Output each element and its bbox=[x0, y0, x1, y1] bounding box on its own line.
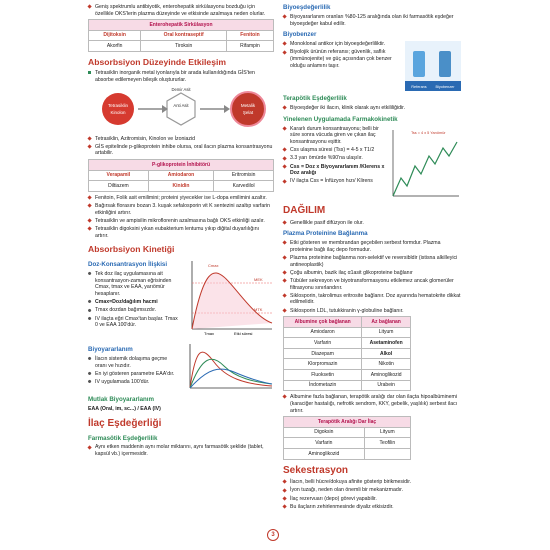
table-cell: Aminoglikozid bbox=[284, 448, 365, 459]
pgp-table bbox=[88, 159, 274, 192]
table-cell: Tiroksin bbox=[141, 41, 227, 52]
right-column bbox=[283, 4, 463, 512]
table-header: Az bağlanan bbox=[362, 317, 411, 328]
left-column bbox=[88, 4, 274, 459]
biosimilar-image bbox=[405, 41, 461, 91]
subheading: Yinelenen Uygulamada Farmakokinetik bbox=[283, 115, 398, 123]
steady-state-graph bbox=[389, 126, 461, 200]
table-title: Terapötik Aralığı Dar İlaç bbox=[284, 417, 411, 428]
list-item: Tübüler sekresyon ve biyotransformasyonu etkilemez ancak glomerüler filtrasyonu sınırlandırır. bbox=[283, 278, 463, 291]
subheading: Biyoeşdeğerlilik bbox=[283, 4, 331, 11]
table-cell: Oral kontraseptif bbox=[141, 30, 227, 41]
list-item: Biyoyararlanım oranları %80-125 aralığında olan iki farmasötik eşdeğer biyoeşdeğer kabul edilir. bbox=[283, 14, 463, 27]
table-cell: Aminoglikozid bbox=[362, 370, 411, 381]
diagram-label: Tetrasiklin bbox=[107, 102, 129, 108]
narrow-range-table bbox=[283, 416, 411, 459]
list bbox=[283, 394, 463, 414]
table-cell bbox=[364, 448, 410, 459]
graph-label: Etki süresi bbox=[234, 331, 253, 337]
list-item: Bu ilaçların zehirlenmesinde diyaliz etkisizdir. bbox=[283, 504, 463, 511]
list bbox=[283, 105, 463, 112]
table-cell: Rifampin bbox=[226, 41, 273, 52]
table-cell: Digoksin bbox=[284, 427, 365, 438]
diagram-label: Kinolon bbox=[110, 109, 126, 115]
page-number: 3 bbox=[267, 529, 279, 541]
table-cell: Fenitoin bbox=[226, 30, 273, 41]
table-cell: Diltiazem bbox=[89, 181, 149, 192]
list-item: Tmax dozdan bağımsızdır. bbox=[88, 307, 180, 314]
graph-label: Cmax bbox=[208, 263, 219, 269]
list-item: En iyi gösteren parametre EAA'dır. bbox=[88, 371, 180, 378]
list-item: GİS epitelinde p-glikoprotein inhibe olursa, oral ilacın plazma konsantrasyonu artabilir. bbox=[88, 144, 274, 157]
table-cell: Varfarin bbox=[284, 338, 362, 349]
list-item: Aynı etken maddenin aynı molar miktarını, aynı farmasötik şeklide (tablet, kapsül vb.) içermesidir. bbox=[88, 444, 274, 457]
chelate-circle bbox=[231, 92, 265, 126]
table-cell: Kinidin bbox=[148, 181, 214, 192]
list bbox=[283, 14, 463, 27]
table-cell: Urabein bbox=[362, 380, 411, 391]
subheading: Farmasötik Eşdeğerlilik bbox=[88, 434, 158, 442]
subheading: Biyobenzer bbox=[283, 31, 317, 39]
list-item: Plazma proteinine bağlanma non-selektif ve reversibldir (istisna alkilleyici antineoplastik) bbox=[283, 255, 463, 268]
enterohepatic-table bbox=[88, 19, 274, 52]
list-item: İlacın, belli hücre/dokuya afinite gösterip birikmesidir. bbox=[283, 479, 463, 486]
hexagon-shape bbox=[167, 93, 195, 125]
list-item: Siklosporin LDL, tutukkiranin γ-globuline bağlanır. bbox=[283, 308, 463, 315]
section-heading: Sekestrasyon bbox=[283, 464, 349, 476]
table-cell: Dijitoksin bbox=[89, 30, 141, 41]
intro-list bbox=[88, 4, 274, 17]
list-item: Cmax=Doz/dağılım hacmi bbox=[88, 299, 180, 306]
list-item: IV ilaçta Css = İnfüzyon hızı/ Klirens bbox=[283, 178, 387, 185]
vial-icon bbox=[439, 51, 451, 77]
vial-icon bbox=[413, 51, 425, 77]
table-cell: Lityum bbox=[362, 327, 411, 338]
table-cell: Nikotin bbox=[362, 359, 411, 370]
list-item: Css ulaşma süresi (Tss) = 4-5 x T1/2 bbox=[283, 147, 387, 154]
list-item: Css = Doz x Biyoyararlanım /Klerens x Doz aralığı bbox=[283, 164, 387, 177]
list bbox=[283, 126, 387, 200]
section-heading: DAĞILIM bbox=[283, 204, 326, 216]
section-heading: İlaç Eşdeğerliği bbox=[88, 417, 162, 429]
table-cell: Verapamil bbox=[89, 170, 149, 181]
table-cell: Varfarin bbox=[284, 438, 365, 449]
list-item: Tetrasiklin inorganik metal iyonlarıyla bir arada kullanıldığında GİS'ten absorbe edilemeyen bileşik oluştururlar. bbox=[88, 70, 274, 83]
list-item: Tetrasiklin ve ampisilin mikroflorenin azalmasına bağlı OKS etkinliği azalır. bbox=[88, 218, 274, 225]
list-item: Tek doz ilaç uygulamasına ait konsantrasyon-zaman eğrisinden Cmax, tmax ve EAA, yarıömür hesaplanır. bbox=[88, 271, 180, 298]
subheading: Terapötik Eşdeğerlilik bbox=[283, 95, 347, 103]
diagram-label: Metalik bbox=[240, 102, 256, 108]
table-title: P-glikoprotein İnhibitörü bbox=[89, 159, 274, 170]
list-item: Genellikle pasif difüzyon ile olur. bbox=[283, 220, 463, 227]
table-cell: Amiodaron bbox=[284, 327, 362, 338]
chelation-diagram bbox=[88, 85, 274, 133]
list-item: İlaç rezervuarı (depo) görevi yapabilir. bbox=[283, 496, 463, 503]
list-item: Albumine fazla bağlanan, terapötik aralığı dar olan ilaçta hipoalbüminemi (karaciğer hastalığı, nefrotik sendrom, KKY, gebelik, yaşlılık) serbest ilacı artırır. bbox=[283, 394, 463, 414]
list-item: Bağırsak florasını bozan 3. kuşak sefalosporin vit K sentezini azaltıp varfarin etkinliğini artırır. bbox=[88, 203, 274, 216]
section-heading: Absorbsiyon Kinetiği bbox=[88, 244, 175, 255]
tetracycline-circle bbox=[102, 93, 134, 125]
list-item: Tetrasiklin, Azitromisin, Kinolon ve İzoniazid bbox=[88, 136, 274, 143]
list bbox=[88, 70, 274, 83]
sawtooth-line bbox=[393, 142, 457, 196]
subheading: Mutlak Biyoyararlanım bbox=[88, 396, 155, 404]
list-item: Tetrasiklin digoksini yıkan eubakterium lentumu yıkıp diğital duyarlılığını artırır. bbox=[88, 226, 274, 239]
list bbox=[88, 444, 274, 457]
list-item: İyon tuzağı, neden olan önemli bir mekanizmadır. bbox=[283, 487, 463, 494]
list-item: Biyolojik ürünün referansı; güvenlik, saflık (immünojenite) ve güç açısından çok benzer olduğu anlamını taşır. bbox=[283, 49, 401, 69]
list bbox=[88, 195, 274, 239]
list-item: Siklosporin, takrolimus eritrosite bağlanır. Doz ayarında hematokrite dikkat edilmelidir. bbox=[283, 293, 463, 306]
list bbox=[283, 220, 463, 227]
diagram-label: Demir Asit bbox=[171, 86, 191, 92]
list bbox=[283, 240, 463, 314]
table-cell: Fluoksetin bbox=[284, 370, 362, 381]
list bbox=[88, 136, 274, 157]
table-cell: Lityum bbox=[364, 427, 410, 438]
image-label: Referans bbox=[411, 85, 427, 90]
list-item: İlacın sistemik dolaşıma geçme oranı ve hızıdır. bbox=[88, 356, 180, 369]
arrow-head-icon bbox=[224, 105, 230, 113]
list-item: IV uygulamada 100'dür. bbox=[88, 379, 180, 386]
subheading: Plazma Proteinine Bağlanma bbox=[283, 230, 368, 238]
list-item: Fenitoin, Folik asit emilimini; proteini yiyecekler ise L-dopa emilimini azaltır. bbox=[88, 195, 274, 202]
table-cell: Diazepam bbox=[284, 348, 362, 359]
list-item: Çoğu albumin, bazik ilaç α1asit glikoproteine bağlanır bbox=[283, 270, 463, 277]
list-item: Kararlı durum konsantrasyonu; belli bir süre sonra vücuda giren ve çıkan ilaç konsantrasyonu eşittir. bbox=[283, 126, 387, 146]
list bbox=[88, 271, 180, 329]
table-cell: Amiodaron bbox=[148, 170, 214, 181]
list-item: IV ilaçta eğri Cmax'tan başlar. Tmax 0 ve EAA 100'dür. bbox=[88, 316, 180, 329]
table-cell: Karvedilol bbox=[214, 181, 274, 192]
graph-label: MEK bbox=[254, 277, 263, 283]
list-item: Monoklonal antikor için biyoeşdeğerliliktir. bbox=[283, 41, 401, 48]
table-cell: Asetaminofen bbox=[362, 338, 411, 349]
graph-label: Tss = 4 x 5 Yarıömür bbox=[411, 130, 446, 135]
diagram-label: Anti Asit bbox=[173, 102, 189, 108]
curve-line bbox=[190, 359, 272, 388]
subheading: Biyoyararlanım bbox=[88, 346, 133, 354]
table-cell: Eritromisin bbox=[214, 170, 274, 181]
concentration-time-graph bbox=[184, 257, 274, 339]
table-cell: Klorpromazin bbox=[284, 359, 362, 370]
list-item: Biyoeşdeğer iki ilacın, klinik olarak aynı etkililiğidir. bbox=[283, 105, 463, 112]
graph-label: Tmax bbox=[204, 331, 214, 337]
diagram-label: Şelat bbox=[242, 109, 254, 115]
table-cell: Teofilin bbox=[364, 438, 410, 449]
table-cell: Akorfin bbox=[89, 41, 141, 52]
section-heading: Absorbsiyon Düzeyinde Etkileşim bbox=[88, 57, 227, 68]
graph-label: MTK bbox=[254, 307, 263, 313]
image-label: Biyobenzer bbox=[435, 85, 455, 90]
list-item: Etki gösteren ve membrandan geçebilen serbest formdur. Plazma proteinine bağlı ilaç depo formudur. bbox=[283, 240, 463, 253]
subheading: Doz-Konsantrasyon İlişkisi bbox=[88, 261, 168, 269]
table-title: Enterohepatik Sirkülasyon bbox=[89, 20, 274, 31]
table-cell: İndometazin bbox=[284, 380, 362, 391]
list bbox=[88, 356, 180, 386]
bioavailability-graph bbox=[184, 342, 274, 392]
table-cell: Alkol bbox=[362, 348, 411, 359]
intro-item: Geniş spektrumlu antibiyotik, enterohepatik sirkülasyonu bozduğu için özellikle OKS'lerin plazma düzeyinde ve etkisinde azalmaya neden olurlar. bbox=[88, 4, 274, 17]
formula: EAA (Oral, im, sc...) / EAA (IV) bbox=[88, 406, 161, 413]
list bbox=[283, 479, 463, 510]
list-item: 3.3 yarı ömürde %90'na ulaşılır. bbox=[283, 155, 387, 162]
albumin-table bbox=[283, 316, 411, 391]
table-header: Albumine çok bağlanan bbox=[284, 317, 362, 328]
list bbox=[283, 41, 401, 91]
